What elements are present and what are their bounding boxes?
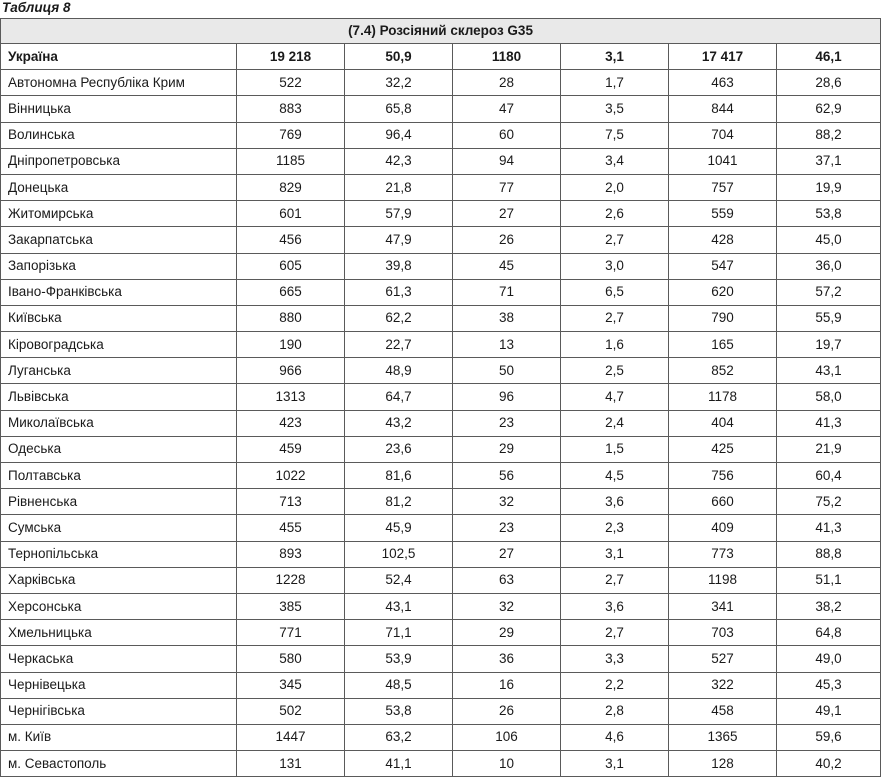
value-cell: 53,8 xyxy=(345,698,453,724)
value-cell: 45 xyxy=(453,253,561,279)
value-cell: 704 xyxy=(669,122,777,148)
value-cell: 1178 xyxy=(669,384,777,410)
value-cell: 2,0 xyxy=(561,174,669,200)
table-row xyxy=(1,541,881,567)
region-name-cell: Запорізька xyxy=(1,253,237,279)
value-cell: 404 xyxy=(669,410,777,436)
value-cell: 56 xyxy=(453,463,561,489)
value-cell: 966 xyxy=(237,358,345,384)
value-cell: 27 xyxy=(453,541,561,567)
value-cell: 458 xyxy=(669,698,777,724)
value-cell: 2,6 xyxy=(561,201,669,227)
value-cell: 527 xyxy=(669,646,777,672)
table-row xyxy=(1,174,881,200)
region-name-cell: м. Київ xyxy=(1,724,237,750)
region-name-cell: Херсонська xyxy=(1,593,237,619)
table-row xyxy=(1,724,881,750)
table-row xyxy=(1,410,881,436)
region-name-cell: Миколаївська xyxy=(1,410,237,436)
table-row xyxy=(1,96,881,122)
value-cell: 41,1 xyxy=(345,751,453,777)
value-cell: 62,2 xyxy=(345,305,453,331)
value-cell: 17 417 xyxy=(669,44,777,70)
value-cell: 43,1 xyxy=(345,593,453,619)
value-cell: 2,3 xyxy=(561,515,669,541)
table-row xyxy=(1,279,881,305)
value-cell: 47,9 xyxy=(345,227,453,253)
data-table xyxy=(0,18,881,777)
value-cell: 713 xyxy=(237,489,345,515)
value-cell: 46,1 xyxy=(777,44,881,70)
value-cell: 1313 xyxy=(237,384,345,410)
value-cell: 4,7 xyxy=(561,384,669,410)
value-cell: 45,0 xyxy=(777,227,881,253)
table-row xyxy=(1,515,881,541)
region-name-cell: Волинська xyxy=(1,122,237,148)
value-cell: 2,2 xyxy=(561,672,669,698)
value-cell: 19,9 xyxy=(777,174,881,200)
value-cell: 6,5 xyxy=(561,279,669,305)
value-cell: 61,3 xyxy=(345,279,453,305)
region-name-cell: Тернопільська xyxy=(1,541,237,567)
value-cell: 601 xyxy=(237,201,345,227)
value-cell: 3,3 xyxy=(561,646,669,672)
table-row xyxy=(1,620,881,646)
value-cell: 59,6 xyxy=(777,724,881,750)
value-cell: 60 xyxy=(453,122,561,148)
value-cell: 2,7 xyxy=(561,305,669,331)
value-cell: 63 xyxy=(453,567,561,593)
value-cell: 48,5 xyxy=(345,672,453,698)
value-cell: 16 xyxy=(453,672,561,698)
value-cell: 425 xyxy=(669,436,777,462)
value-cell: 665 xyxy=(237,279,345,305)
value-cell: 50 xyxy=(453,358,561,384)
value-cell: 660 xyxy=(669,489,777,515)
region-name-cell: Сумська xyxy=(1,515,237,541)
table-row xyxy=(1,463,881,489)
table-row xyxy=(1,593,881,619)
value-cell: 64,7 xyxy=(345,384,453,410)
table-row-total xyxy=(1,44,881,70)
value-cell: 2,7 xyxy=(561,567,669,593)
region-name-cell: Дніпропетровська xyxy=(1,148,237,174)
value-cell: 3,1 xyxy=(561,44,669,70)
value-cell: 345 xyxy=(237,672,345,698)
value-cell: 43,1 xyxy=(777,358,881,384)
value-cell: 1198 xyxy=(669,567,777,593)
value-cell: 893 xyxy=(237,541,345,567)
region-name-cell: Чернігівська xyxy=(1,698,237,724)
value-cell: 3,5 xyxy=(561,96,669,122)
region-name-cell: Хмельницька xyxy=(1,620,237,646)
value-cell: 65,8 xyxy=(345,96,453,122)
value-cell: 559 xyxy=(669,201,777,227)
region-name-cell: Кіровоградська xyxy=(1,332,237,358)
value-cell: 29 xyxy=(453,620,561,646)
value-cell: 3,6 xyxy=(561,593,669,619)
value-cell: 3,1 xyxy=(561,541,669,567)
value-cell: 23 xyxy=(453,515,561,541)
value-cell: 456 xyxy=(237,227,345,253)
value-cell: 1,6 xyxy=(561,332,669,358)
value-cell: 1185 xyxy=(237,148,345,174)
value-cell: 41,3 xyxy=(777,515,881,541)
value-cell: 51,1 xyxy=(777,567,881,593)
value-cell: 81,2 xyxy=(345,489,453,515)
value-cell: 45,3 xyxy=(777,672,881,698)
value-cell: 1,7 xyxy=(561,70,669,96)
value-cell: 756 xyxy=(669,463,777,489)
value-cell: 26 xyxy=(453,698,561,724)
value-cell: 23 xyxy=(453,410,561,436)
value-cell: 455 xyxy=(237,515,345,541)
value-cell: 41,3 xyxy=(777,410,881,436)
region-name-cell: Рівненська xyxy=(1,489,237,515)
value-cell: 37,1 xyxy=(777,148,881,174)
value-cell: 829 xyxy=(237,174,345,200)
value-cell: 3,6 xyxy=(561,489,669,515)
value-cell: 22,7 xyxy=(345,332,453,358)
value-cell: 106 xyxy=(453,724,561,750)
value-cell: 45,9 xyxy=(345,515,453,541)
table-row xyxy=(1,70,881,96)
value-cell: 605 xyxy=(237,253,345,279)
value-cell: 19 218 xyxy=(237,44,345,70)
value-cell: 63,2 xyxy=(345,724,453,750)
value-cell: 36,0 xyxy=(777,253,881,279)
value-cell: 47 xyxy=(453,96,561,122)
value-cell: 423 xyxy=(237,410,345,436)
value-cell: 1447 xyxy=(237,724,345,750)
value-cell: 57,2 xyxy=(777,279,881,305)
value-cell: 10 xyxy=(453,751,561,777)
value-cell: 55,9 xyxy=(777,305,881,331)
value-cell: 88,2 xyxy=(777,122,881,148)
value-cell: 3,4 xyxy=(561,148,669,174)
value-cell: 1,5 xyxy=(561,436,669,462)
value-cell: 38,2 xyxy=(777,593,881,619)
value-cell: 165 xyxy=(669,332,777,358)
value-cell: 36 xyxy=(453,646,561,672)
table-row xyxy=(1,751,881,777)
value-cell: 502 xyxy=(237,698,345,724)
value-cell: 880 xyxy=(237,305,345,331)
value-cell: 71 xyxy=(453,279,561,305)
value-cell: 3,1 xyxy=(561,751,669,777)
table-row xyxy=(1,672,881,698)
value-cell: 96,4 xyxy=(345,122,453,148)
value-cell: 790 xyxy=(669,305,777,331)
region-name-cell: Харківська xyxy=(1,567,237,593)
region-name-cell: Львівська xyxy=(1,384,237,410)
value-cell: 81,6 xyxy=(345,463,453,489)
value-cell: 852 xyxy=(669,358,777,384)
table-row xyxy=(1,305,881,331)
value-cell: 52,4 xyxy=(345,567,453,593)
value-cell: 32,2 xyxy=(345,70,453,96)
value-cell: 1365 xyxy=(669,724,777,750)
region-name-cell: Чернівецька xyxy=(1,672,237,698)
value-cell: 771 xyxy=(237,620,345,646)
table-row xyxy=(1,201,881,227)
value-cell: 2,8 xyxy=(561,698,669,724)
value-cell: 1228 xyxy=(237,567,345,593)
value-cell: 38 xyxy=(453,305,561,331)
value-cell: 50,9 xyxy=(345,44,453,70)
region-name-cell: Київська xyxy=(1,305,237,331)
value-cell: 2,4 xyxy=(561,410,669,436)
value-cell: 64,8 xyxy=(777,620,881,646)
value-cell: 77 xyxy=(453,174,561,200)
region-name-cell: Донецька xyxy=(1,174,237,200)
value-cell: 28,6 xyxy=(777,70,881,96)
table-row xyxy=(1,358,881,384)
value-cell: 131 xyxy=(237,751,345,777)
value-cell: 19,7 xyxy=(777,332,881,358)
region-name-cell: Закарпатська xyxy=(1,227,237,253)
table-row xyxy=(1,384,881,410)
value-cell: 703 xyxy=(669,620,777,646)
value-cell: 39,8 xyxy=(345,253,453,279)
value-cell: 21,9 xyxy=(777,436,881,462)
table-title-row xyxy=(1,19,881,44)
table-row xyxy=(1,489,881,515)
region-name-cell: Полтавська xyxy=(1,463,237,489)
value-cell: 102,5 xyxy=(345,541,453,567)
value-cell: 96 xyxy=(453,384,561,410)
table-caption: Таблиця 8 xyxy=(2,0,71,15)
value-cell: 49,0 xyxy=(777,646,881,672)
table-row xyxy=(1,332,881,358)
table-row xyxy=(1,436,881,462)
table-body xyxy=(1,19,881,777)
value-cell: 1180 xyxy=(453,44,561,70)
value-cell: 32 xyxy=(453,489,561,515)
value-cell: 88,8 xyxy=(777,541,881,567)
value-cell: 13 xyxy=(453,332,561,358)
value-cell: 2,7 xyxy=(561,620,669,646)
value-cell: 27 xyxy=(453,201,561,227)
value-cell: 128 xyxy=(669,751,777,777)
region-name-cell: Вінницька xyxy=(1,96,237,122)
table-row xyxy=(1,253,881,279)
table-row xyxy=(1,148,881,174)
value-cell: 4,5 xyxy=(561,463,669,489)
value-cell: 71,1 xyxy=(345,620,453,646)
value-cell: 49,1 xyxy=(777,698,881,724)
value-cell: 459 xyxy=(237,436,345,462)
value-cell: 3,0 xyxy=(561,253,669,279)
table-title: (7.4) Розсіяний склероз G35 xyxy=(1,19,881,44)
value-cell: 62,9 xyxy=(777,96,881,122)
value-cell: 75,2 xyxy=(777,489,881,515)
value-cell: 844 xyxy=(669,96,777,122)
value-cell: 1022 xyxy=(237,463,345,489)
value-cell: 522 xyxy=(237,70,345,96)
value-cell: 32 xyxy=(453,593,561,619)
value-cell: 773 xyxy=(669,541,777,567)
value-cell: 28 xyxy=(453,70,561,96)
value-cell: 769 xyxy=(237,122,345,148)
value-cell: 57,9 xyxy=(345,201,453,227)
value-cell: 463 xyxy=(669,70,777,96)
region-name-cell: Луганська xyxy=(1,358,237,384)
table-row xyxy=(1,122,881,148)
region-name-cell: Житомирська xyxy=(1,201,237,227)
value-cell: 94 xyxy=(453,148,561,174)
value-cell: 4,6 xyxy=(561,724,669,750)
value-cell: 385 xyxy=(237,593,345,619)
value-cell: 42,3 xyxy=(345,148,453,174)
region-name-cell: Автономна Республіка Крим xyxy=(1,70,237,96)
value-cell: 580 xyxy=(237,646,345,672)
value-cell: 7,5 xyxy=(561,122,669,148)
table-row xyxy=(1,646,881,672)
value-cell: 428 xyxy=(669,227,777,253)
value-cell: 757 xyxy=(669,174,777,200)
value-cell: 1041 xyxy=(669,148,777,174)
value-cell: 2,5 xyxy=(561,358,669,384)
value-cell: 43,2 xyxy=(345,410,453,436)
value-cell: 409 xyxy=(669,515,777,541)
value-cell: 547 xyxy=(669,253,777,279)
table-row xyxy=(1,698,881,724)
table-row xyxy=(1,227,881,253)
value-cell: 190 xyxy=(237,332,345,358)
value-cell: 21,8 xyxy=(345,174,453,200)
region-name-cell: м. Севастополь xyxy=(1,751,237,777)
value-cell: 53,8 xyxy=(777,201,881,227)
region-name-cell: Івано-Франківська xyxy=(1,279,237,305)
value-cell: 29 xyxy=(453,436,561,462)
value-cell: 58,0 xyxy=(777,384,881,410)
value-cell: 26 xyxy=(453,227,561,253)
value-cell: 53,9 xyxy=(345,646,453,672)
value-cell: 40,2 xyxy=(777,751,881,777)
value-cell: 48,9 xyxy=(345,358,453,384)
value-cell: 23,6 xyxy=(345,436,453,462)
value-cell: 322 xyxy=(669,672,777,698)
value-cell: 341 xyxy=(669,593,777,619)
value-cell: 883 xyxy=(237,96,345,122)
value-cell: 60,4 xyxy=(777,463,881,489)
value-cell: 620 xyxy=(669,279,777,305)
region-name-cell: Одеська xyxy=(1,436,237,462)
region-name-cell: Україна xyxy=(1,44,237,70)
region-name-cell: Черкаська xyxy=(1,646,237,672)
table-row xyxy=(1,567,881,593)
value-cell: 2,7 xyxy=(561,227,669,253)
